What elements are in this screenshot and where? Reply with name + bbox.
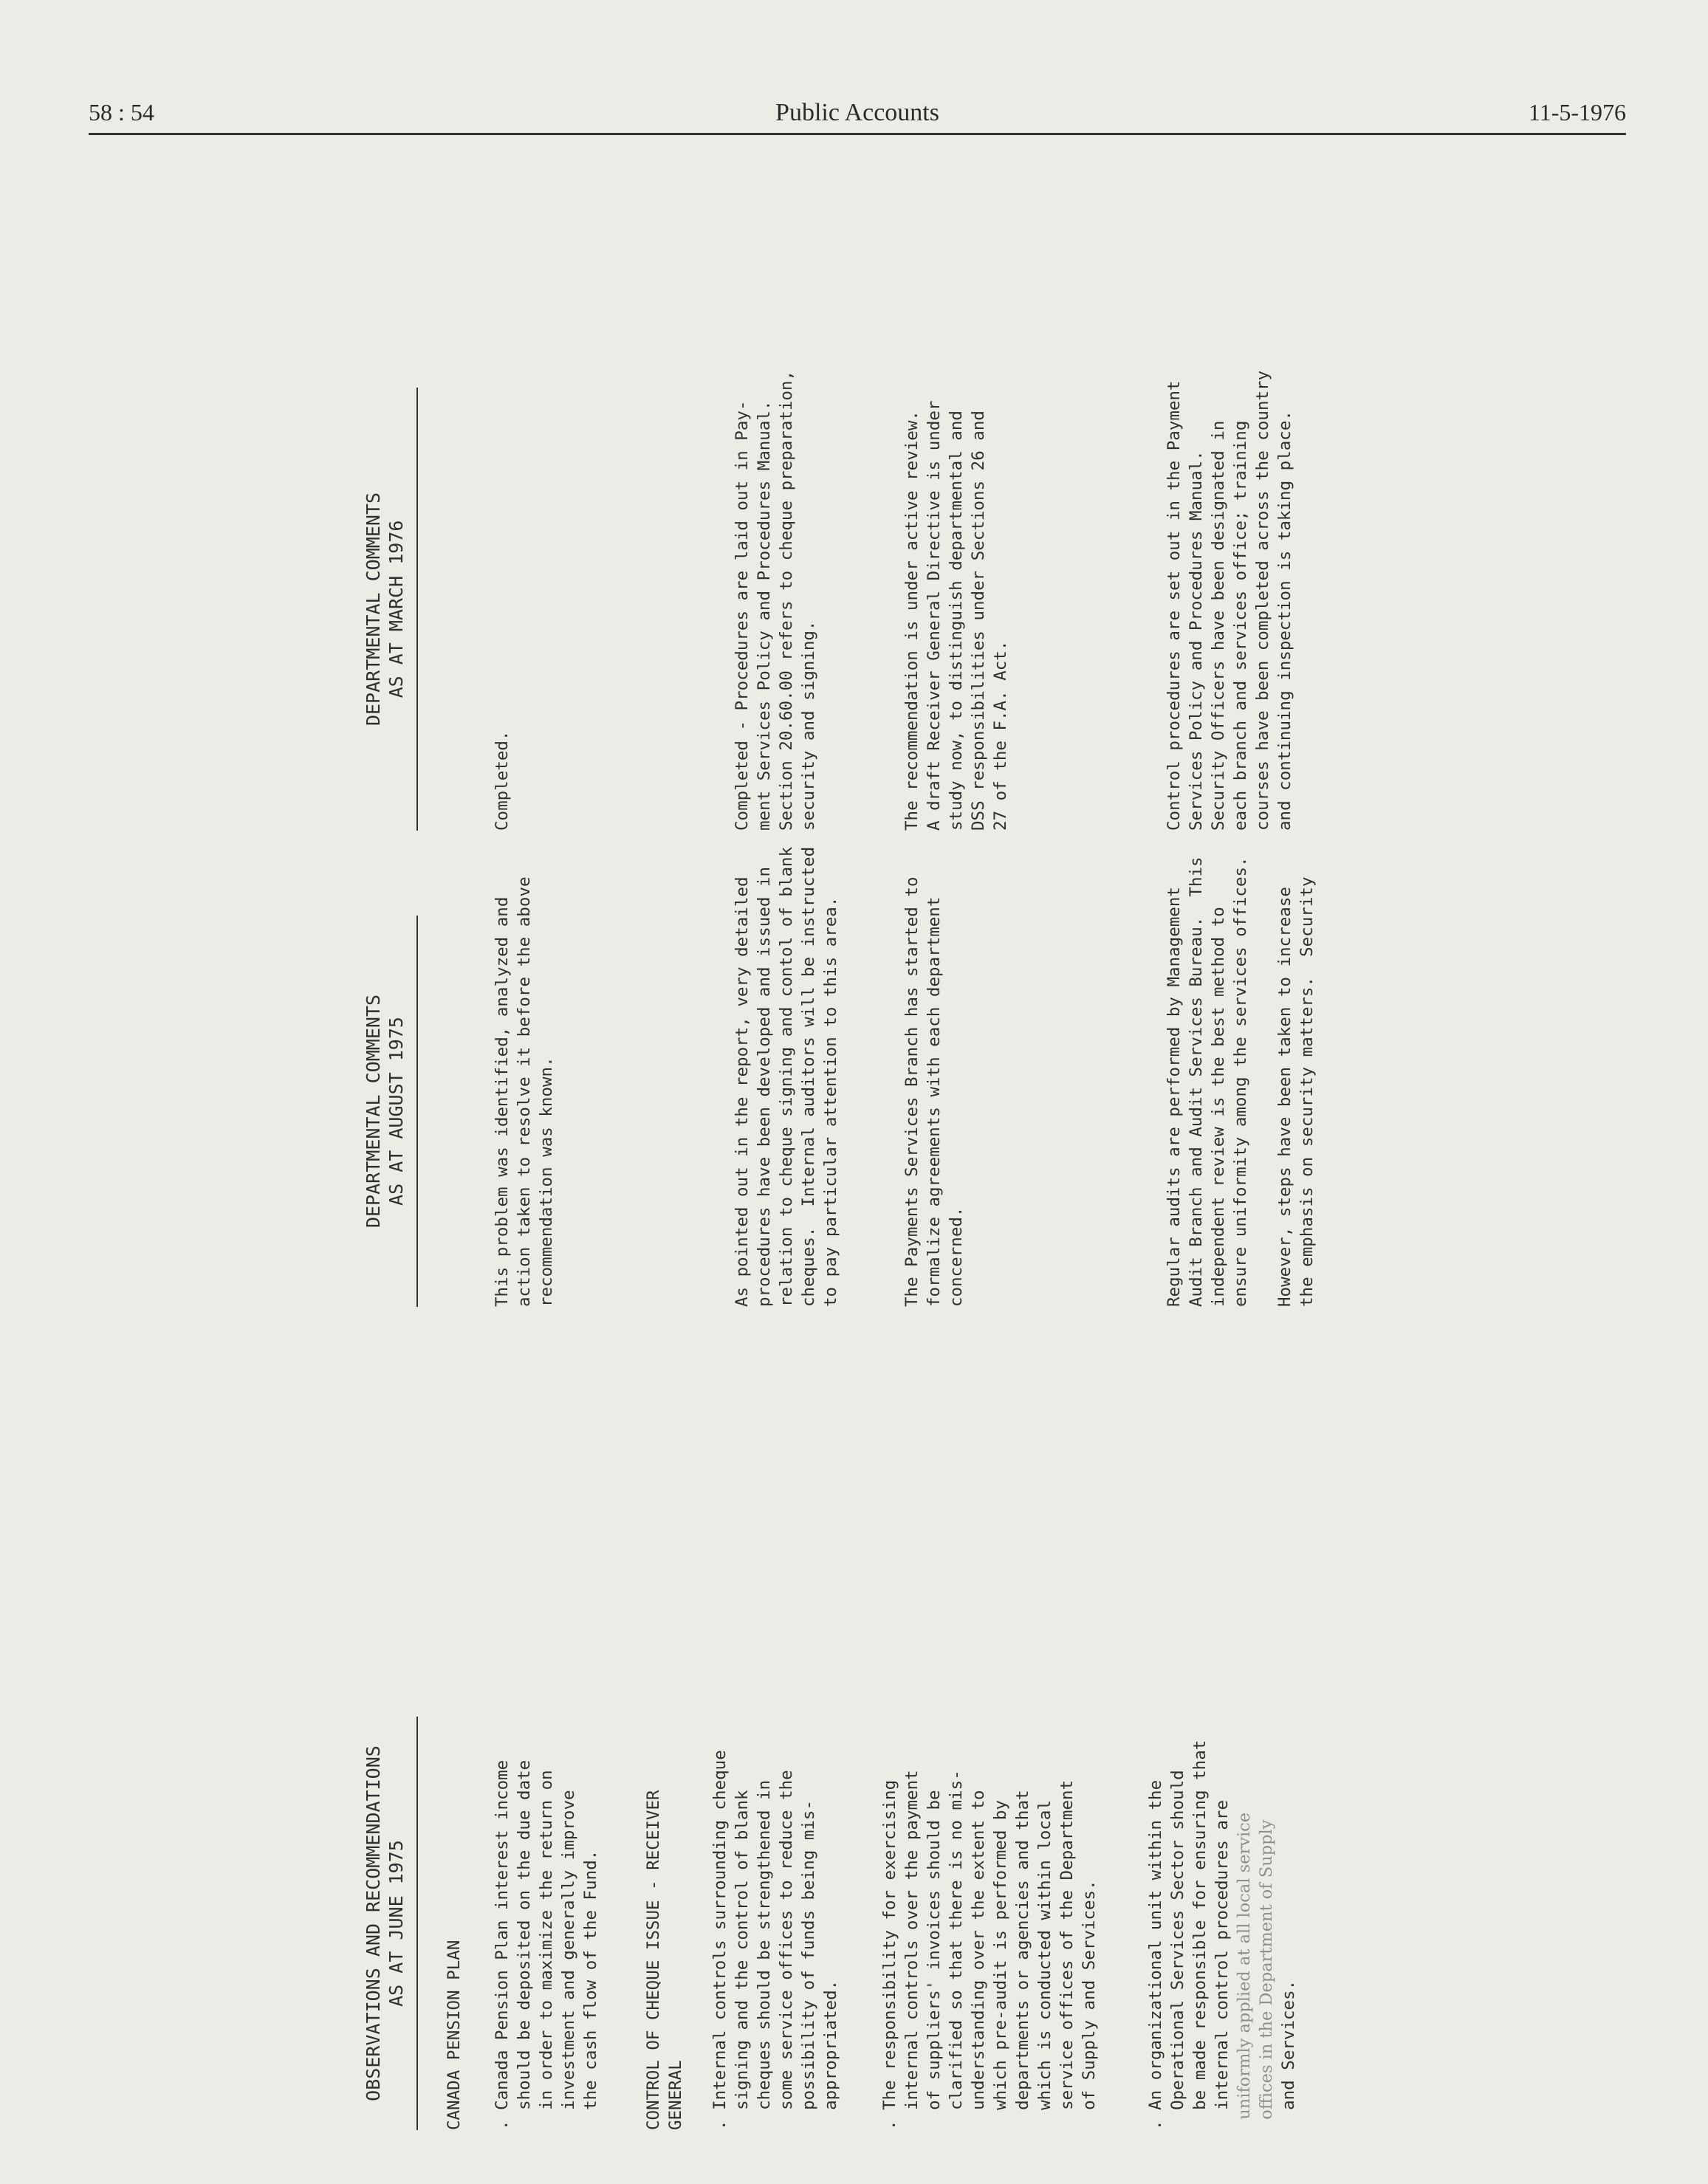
responsibility-observation: . The responsibility for exercising internal controls over the payment of suppliers' invoices should be clarified so that there is no mis- understanding over the extent to which pre-audit is performed by departments or agencies and that which is conducted within local service offices of the Department of Supply and Services. <box>880 1770 1099 2130</box>
comments-1976-column <box>362 210 1294 831</box>
comments-1975-column <box>362 846 1317 1307</box>
cheque-section-title: CONTROL OF CHEQUE ISSUE - RECEIVER GENERAL <box>644 1790 685 2130</box>
running-head <box>89 95 1626 135</box>
internal-controls-comment-1976: Completed - Procedures are laid out in Pay- ment Services Policy and Procedures Manual. Section 20.60.00 refers to cheque preparation, security and signing. <box>733 370 818 831</box>
comments-1976-heading: DEPARTMENTAL COMMENTS AS AT MARCH 1976 <box>362 388 418 831</box>
observations-column <box>362 1480 1298 2130</box>
organizational-unit-comment-1976: Control procedures are set out in the Payment Services Policy and Procedures Manual. Security Officers have been designated in each branch and services office; training courses have been completed across the country and continuing inspection is taking place. <box>1165 370 1294 831</box>
page-number: 58 : 54 <box>89 99 154 126</box>
cpp-observation: . Canada Pension Plan interest income should be deposited on the due date in order to maximize the return on investment and generally improve the cash flow of the Fund. <box>493 1759 600 2130</box>
responsibility-comment-1976: The recommendation is under active review. A draft Receiver General Directive is under study now, to distinguish departmental and DSS responsibilities under Sections 26 and 27 of the F.A. Act. <box>902 400 1010 831</box>
cpp-comment-1975: This problem was identified, analyzed and action taken to resolve it before the above recommendation was known. <box>493 876 556 1307</box>
rotated-table <box>362 210 1359 2130</box>
responsibility-comment-1975: The Payments Services Branch has started to formalize agreements with each department concerned. <box>902 876 966 1307</box>
internal-controls-comment-1975: As pointed out in the report, very detailed procedures have been developed and issued in relation to cheque signing and contol of blank cheques. Internal auditors will be instructed to pay particular attention to this area. <box>733 846 840 1307</box>
internal-controls-observation: . Internal controls surrounding cheque signing and the control of blank cheques should be strengthened in some service offices to reduce the possibility of funds being mis- appropriated. <box>710 1750 840 2130</box>
cpp-section-title: CANADA PENSION PLAN <box>445 1940 464 2130</box>
comments-1975-heading: DEPARTMENTAL COMMENTS AS AT AUGUST 1975 <box>362 916 418 1307</box>
cpp-comment-1976: Completed. <box>493 730 512 831</box>
journal-title: Public Accounts <box>775 99 939 126</box>
faded-text: uniformly applied at all local service offices in the Department of Supply <box>1235 1812 1276 2120</box>
observations-heading: OBSERVATIONS AND RECOMMENDATIONS AS AT JUNE 1975 <box>362 1717 418 2130</box>
organizational-unit-observation: . An organizational unit within the Operational Services Sector should be made responsible for ensuring that internal control procedures are uniformly applied at all local service offices in the Department of Supply and Services. <box>1146 1740 1298 2130</box>
organizational-unit-comment-1975: Regular audits are performed by Management Audit Branch and Audit Services Bureau. This independent review is the best method to ensure uniformity among the services offices. However, steps have been taken to increase the emphasis on security matters. Security <box>1165 856 1317 1307</box>
page-date: 11-5-1976 <box>1528 99 1626 126</box>
